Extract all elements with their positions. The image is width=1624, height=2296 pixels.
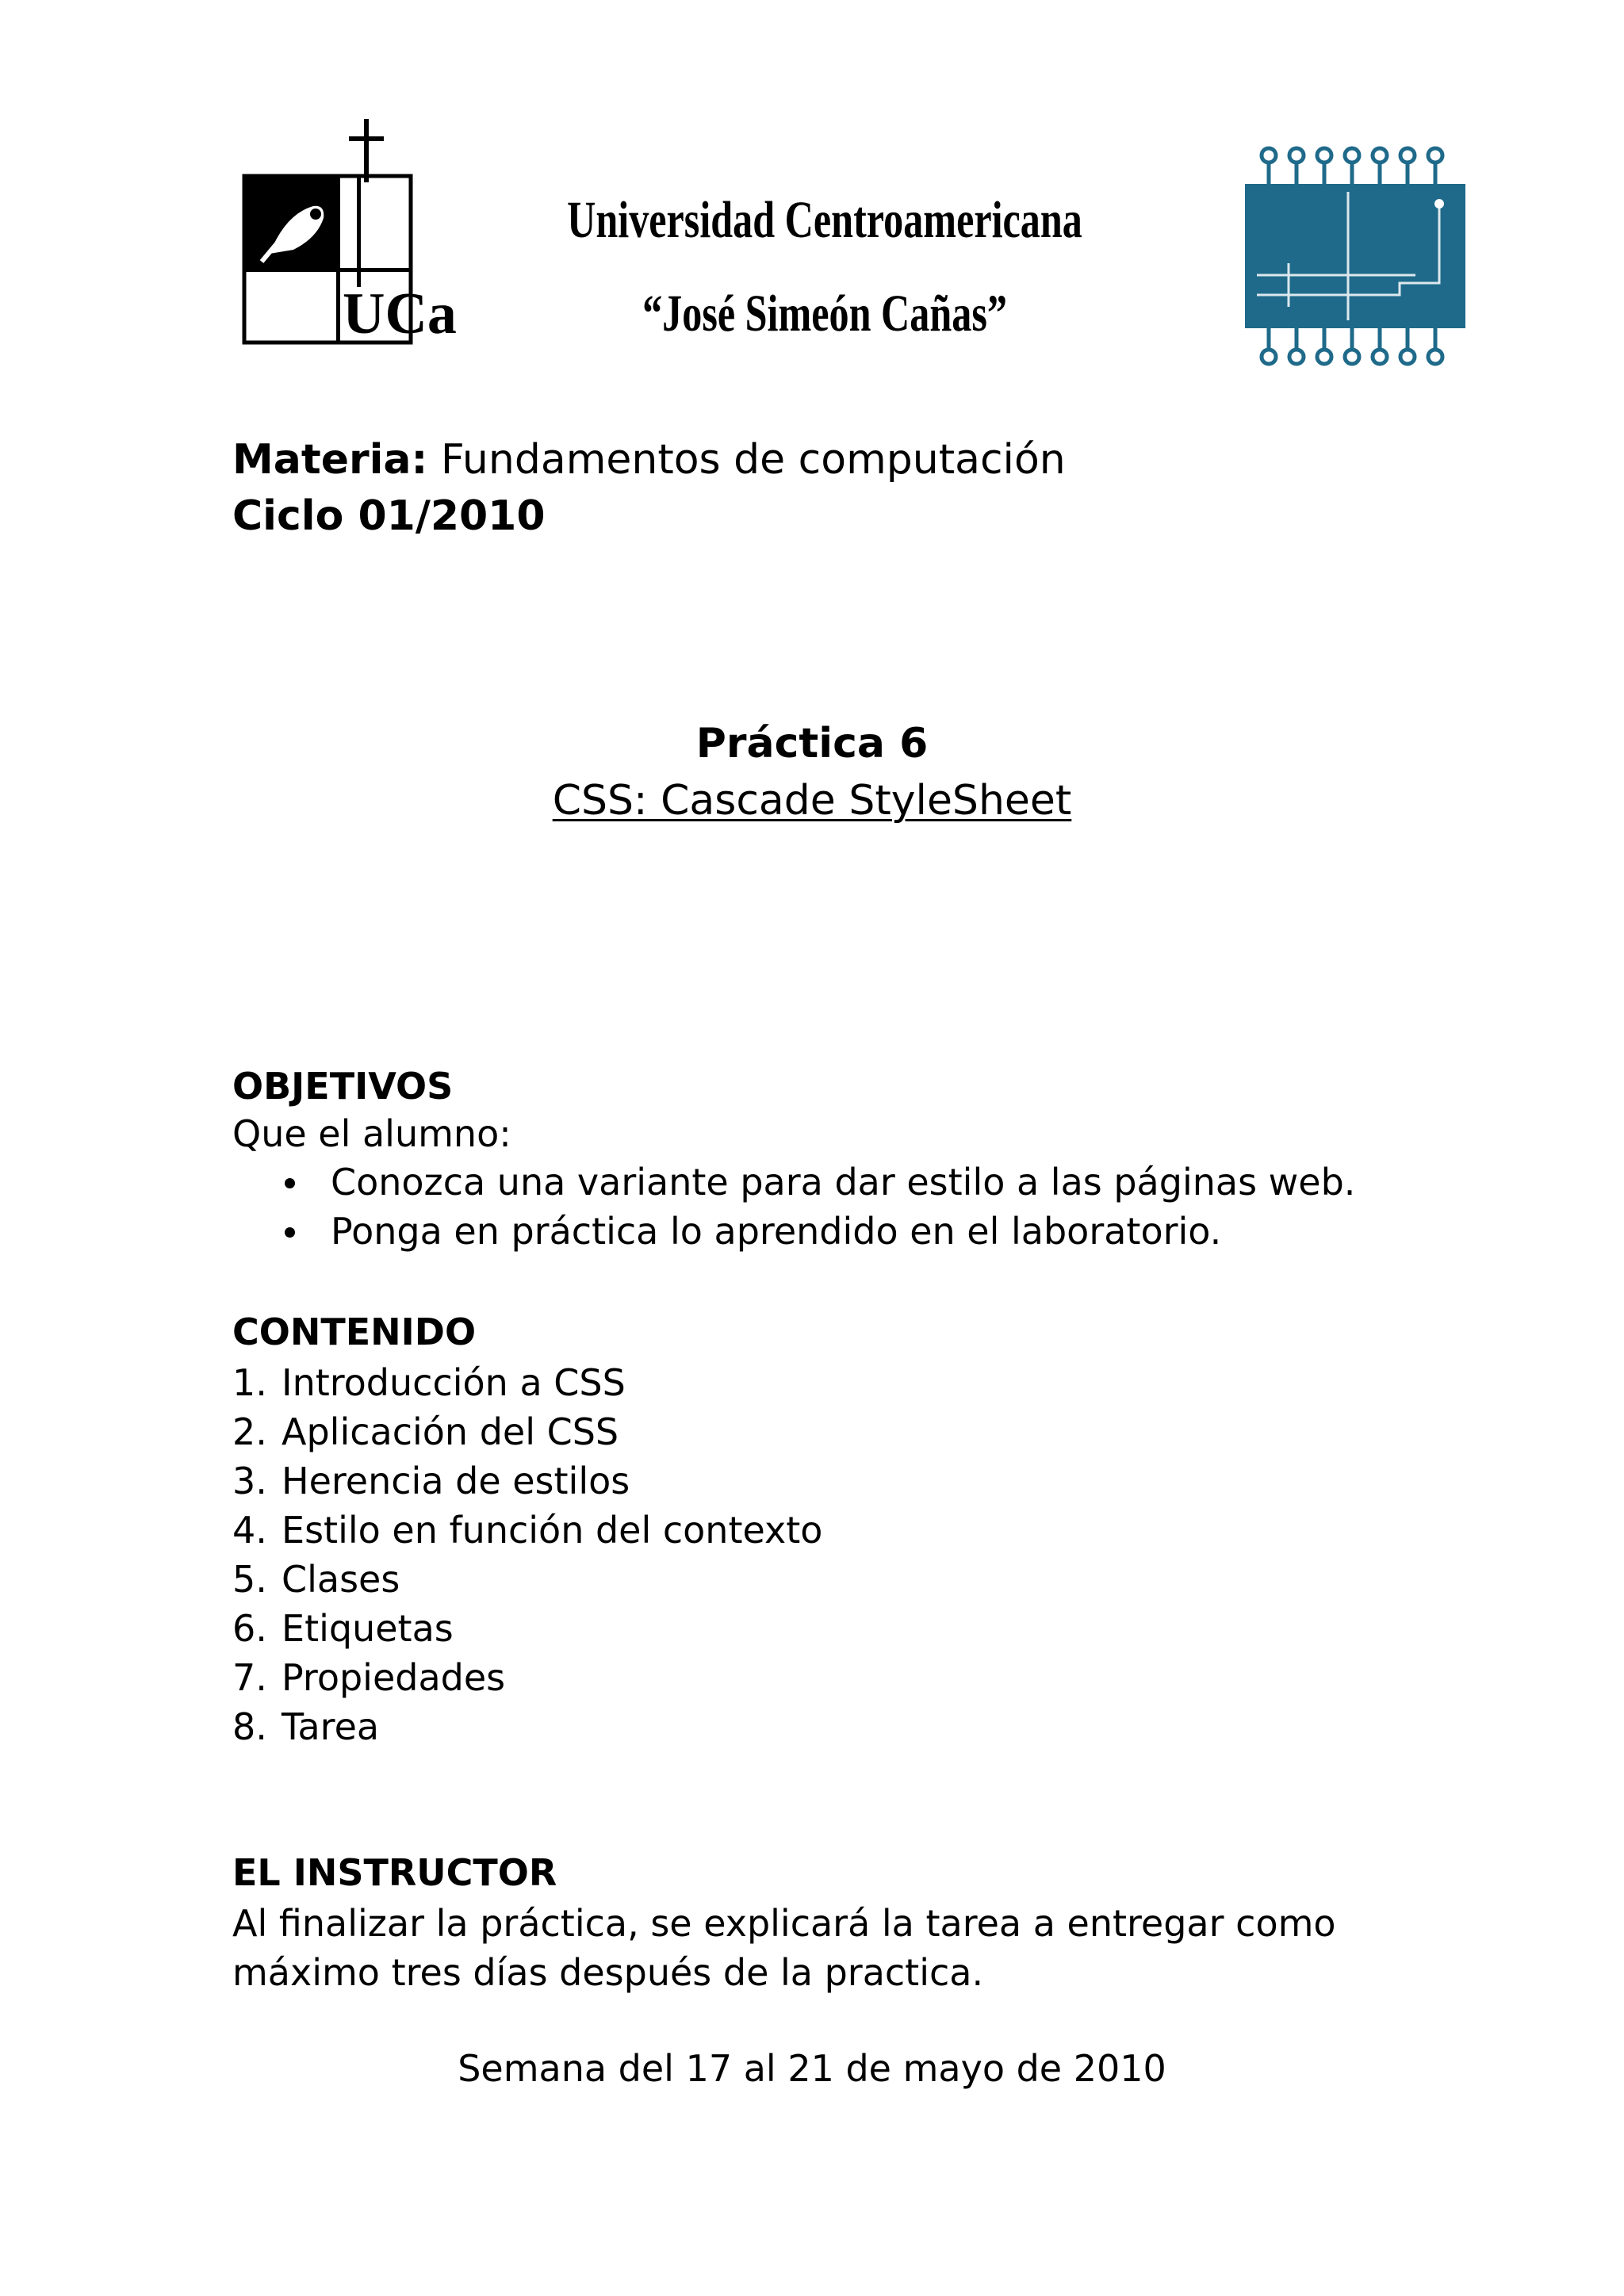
course-subject: [232, 436, 1066, 484]
item-number: 2.: [232, 1410, 267, 1453]
instructor-heading: EL INSTRUCTOR: [232, 1851, 557, 1894]
item-number: 4.: [232, 1509, 267, 1552]
objectives-heading: OBJETIVOS: [232, 1065, 454, 1108]
list-item: [232, 1702, 822, 1751]
objectives-list: [232, 1158, 1355, 1256]
course-subject-value: Fundamentos de computación: [427, 436, 1066, 484]
item-number: 5.: [232, 1558, 267, 1601]
uca-logo-icon: [238, 119, 457, 349]
week-date: Semana del 17 al 21 de mayo de 2010: [458, 2047, 1166, 2090]
department-logo: [1241, 144, 1471, 368]
instructor-text: Al finalizar la práctica, se explicará la tarea a entregar como máximo tres días después de la practica.: [232, 1902, 1336, 1994]
content-heading: CONTENIDO: [232, 1311, 477, 1353]
list-item: [232, 1358, 822, 1407]
objective-text: Conozca una variante para dar estilo a las páginas web.: [331, 1161, 1356, 1203]
objective-text: Ponga en práctica lo aprendido en el laboratorio.: [331, 1210, 1222, 1253]
practice-title: Práctica 6: [695, 720, 929, 767]
item-text: Herencia de estilos: [282, 1460, 630, 1502]
item-number: 7.: [232, 1656, 267, 1699]
bullet-icon: [285, 1178, 295, 1188]
item-number: 8.: [232, 1705, 267, 1748]
item-text: Clases: [282, 1558, 400, 1601]
university-name: Universidad Centroamericana: [567, 191, 1082, 249]
uca-logo-letters: UCa: [343, 281, 457, 346]
list-item: [232, 1207, 1355, 1256]
uca-logo: [238, 119, 457, 349]
list-item: [232, 1506, 822, 1555]
course-subject-label: Materia:: [232, 436, 428, 484]
content-list: [232, 1358, 822, 1751]
item-number: 6.: [232, 1607, 267, 1650]
practice-subtitle-text: CSS: Cascade StyleSheet: [552, 777, 1072, 825]
list-item: [232, 1653, 822, 1702]
item-text: Etiquetas: [282, 1607, 454, 1650]
university-subname: “José Simeón Cañas”: [642, 285, 1007, 342]
item-number: 3.: [232, 1460, 267, 1502]
item-text: Estilo en función del contexto: [282, 1509, 823, 1552]
list-item: [232, 1158, 1355, 1207]
item-text: Introducción a CSS: [282, 1361, 626, 1404]
course-cycle: Ciclo 01/2010: [232, 492, 546, 540]
item-number: 1.: [232, 1361, 267, 1404]
bullet-icon: [285, 1227, 295, 1238]
item-text: Aplicación del CSS: [282, 1410, 619, 1453]
list-item: [232, 1407, 822, 1456]
item-text: Propiedades: [282, 1656, 506, 1699]
objectives-intro: Que el alumno:: [232, 1112, 511, 1155]
list-item: [232, 1456, 822, 1506]
practice-subtitle: [0, 777, 1624, 825]
item-text: Tarea: [282, 1705, 380, 1748]
chip-icon: [1241, 144, 1471, 368]
list-item: [232, 1555, 822, 1604]
list-item: [232, 1604, 822, 1653]
